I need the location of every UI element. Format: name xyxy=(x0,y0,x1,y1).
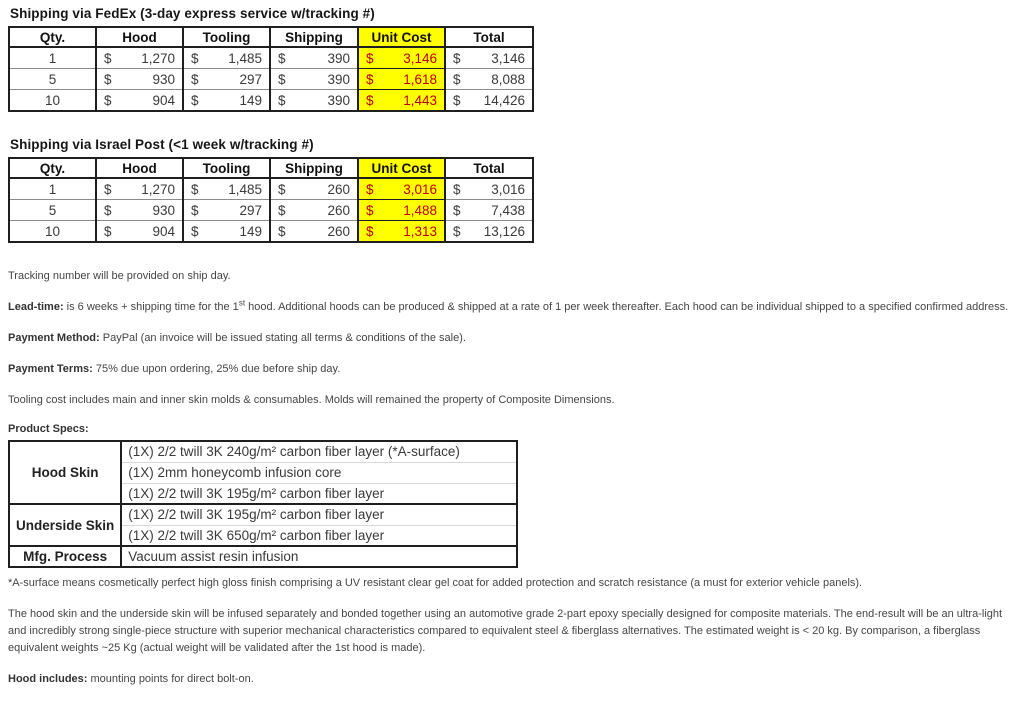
payment-method-label: Payment Method: xyxy=(8,332,100,344)
hood-cost-cell: $ 904 xyxy=(96,90,183,112)
spec-row xyxy=(9,441,517,462)
table-row xyxy=(9,47,533,69)
table-row xyxy=(9,178,533,200)
tooling-header: Tooling xyxy=(183,27,270,47)
qty-cell: 10 xyxy=(9,221,96,243)
table-header-row xyxy=(9,27,533,47)
currency-symbol: $ xyxy=(191,92,199,108)
total-cost-cell: $ 3,146 xyxy=(445,47,533,69)
currency-symbol: $ xyxy=(453,71,461,87)
currency-symbol: $ xyxy=(453,50,461,66)
tooling-cost-cell: $ 149 xyxy=(183,90,270,112)
unit-cost-cell: $ 1,443 xyxy=(358,90,445,112)
notes-section xyxy=(8,268,1015,409)
mfg-process-label: Mfg. Process xyxy=(9,546,121,567)
currency-symbol: $ xyxy=(278,92,286,108)
shipping-cost-cell: $ 390 xyxy=(270,69,358,90)
unit-cost-cell: $ 1,313 xyxy=(358,221,445,243)
israel-post-shipping-table xyxy=(8,157,534,243)
qty-cell: 5 xyxy=(9,200,96,221)
table-row xyxy=(9,200,533,221)
tooling-cost-cell: $ 297 xyxy=(183,200,270,221)
fedex-table-title: Shipping via FedEx (3-day express service w/tracking #) xyxy=(10,6,375,21)
currency-symbol: $ xyxy=(453,202,461,218)
israel-post-table-title: Shipping via Israel Post (<1 week w/tracking #) xyxy=(10,137,314,152)
tooling-cost-cell: $ 1,485 xyxy=(183,47,270,69)
currency-symbol: $ xyxy=(366,71,374,87)
total-cost-cell: $ 13,126 xyxy=(445,221,533,243)
unit-cost-cell: $ 1,488 xyxy=(358,200,445,221)
currency-symbol: $ xyxy=(104,71,112,87)
shipping-cost-cell: $ 390 xyxy=(270,90,358,112)
spec-row xyxy=(9,504,517,525)
table-row xyxy=(9,69,533,90)
qty-header: Qty. xyxy=(9,27,96,47)
payment-terms-note: Payment Terms: 75% due upon ordering, 25% due before ship day. xyxy=(8,363,341,375)
currency-symbol: $ xyxy=(104,50,112,66)
shipping-cost-cell: $ 260 xyxy=(270,221,358,243)
unit-cost-cell: $ 3,146 xyxy=(358,47,445,69)
shipping-cost-cell: $ 260 xyxy=(270,200,358,221)
currency-symbol: $ xyxy=(278,50,286,66)
hood-header: Hood xyxy=(96,27,183,47)
construction-note: The hood skin and the underside skin will be infused separately and bonded together using an automotive grade 2-part epoxy specially designed for composite materials. The end-result will be an ultra-light and incredibly strong single-piece structure with superior mechanical characteristics compared to equivalent steel & fiberglass alternatives. The estimated weight is < 20 kg. By comparison, a fiberglass equivalent weights ~25 Kg (actual weight will be validated after the 1st hood is made). xyxy=(8,608,1003,654)
shipping-header: Shipping xyxy=(270,27,358,47)
currency-symbol: $ xyxy=(278,181,286,197)
currency-symbol: $ xyxy=(191,71,199,87)
tracking-note: Tracking number will be provided on ship day. xyxy=(8,270,231,282)
qty-cell: 1 xyxy=(9,178,96,200)
qty-cell: 1 xyxy=(9,47,96,69)
hood-cost-cell: $ 930 xyxy=(96,200,183,221)
qty-cell: 5 xyxy=(9,69,96,90)
unit-cost-header: Unit Cost xyxy=(358,27,445,47)
currency-symbol: $ xyxy=(278,71,286,87)
currency-symbol: $ xyxy=(104,92,112,108)
currency-symbol: $ xyxy=(453,92,461,108)
spec-value: (1X) 2/2 twill 3K 195g/m² carbon fiber layer xyxy=(121,483,517,504)
currency-symbol: $ xyxy=(191,50,199,66)
currency-symbol: $ xyxy=(191,181,199,197)
tooling-cost-cell: $ 149 xyxy=(183,221,270,243)
currency-symbol: $ xyxy=(104,181,112,197)
spec-value: (1X) 2/2 twill 3K 650g/m² carbon fiber layer xyxy=(121,525,517,546)
spec-value: (1X) 2/2 twill 3K 240g/m² carbon fiber layer (*A-surface) xyxy=(128,444,460,460)
hood-skin-label: Hood Skin xyxy=(9,441,121,504)
payment-method-note: Payment Method: PayPal (an invoice will be issued stating all terms & conditions of the sale). xyxy=(8,332,466,344)
total-cost-cell: $ 3,016 xyxy=(445,178,533,200)
currency-symbol: $ xyxy=(366,50,374,66)
spec-value: Vacuum assist resin infusion xyxy=(121,546,517,567)
hood-header: Hood xyxy=(96,158,183,178)
table-row xyxy=(9,221,533,243)
currency-symbol: $ xyxy=(366,181,374,197)
shipping-cost-cell: $ 260 xyxy=(270,178,358,200)
a-surface-note: *A-surface means cosmetically perfect high gloss finish comprising a UV resistant clear gel coat for added protection and scratch resistance (a must for exterior vehicle panels). xyxy=(8,577,863,589)
hood-includes-note: Hood includes: mounting points for direct bolt-on. xyxy=(8,673,254,685)
hood-cost-cell: $ 904 xyxy=(96,221,183,243)
currency-symbol: $ xyxy=(104,202,112,218)
total-cost-cell: $ 14,426 xyxy=(445,90,533,112)
tooling-header: Tooling xyxy=(183,158,270,178)
product-specs-table xyxy=(8,440,518,568)
product-specs-label: Product Specs: xyxy=(8,423,89,435)
hood-cost-cell: $ 1,270 xyxy=(96,47,183,69)
currency-symbol: $ xyxy=(453,181,461,197)
underside-skin-label: Underside Skin xyxy=(9,504,121,546)
spec-value: (1X) 2/2 twill 3K 195g/m² carbon fiber layer xyxy=(121,504,517,525)
currency-symbol: $ xyxy=(278,202,286,218)
fedex-shipping-table xyxy=(8,26,534,112)
tooling-cost-cell: $ 297 xyxy=(183,69,270,90)
lead-time-note: Lead-time: is 6 weeks + shipping time for the 1st hood. Additional hoods can be produced & shipped at a rate of 1 per week thereafter. Each hood can be individual shipped to a specified confirmed address. xyxy=(8,298,1009,313)
superscript-st: st xyxy=(238,298,246,308)
spec-value: (1X) 2mm honeycomb infusion core xyxy=(121,462,517,483)
tooling-cost-note: Tooling cost includes main and inner skin molds & consumables. Molds will remained the property of Composite Dimensions. xyxy=(8,394,615,406)
currency-symbol: $ xyxy=(366,223,374,239)
unit-cost-cell: $ 1,618 xyxy=(358,69,445,90)
currency-symbol: $ xyxy=(278,223,286,239)
hood-cost-cell: $ 930 xyxy=(96,69,183,90)
table-row xyxy=(9,90,533,112)
shipping-cost-cell: $ 390 xyxy=(270,47,358,69)
total-header: Total xyxy=(445,27,533,47)
currency-symbol: $ xyxy=(366,202,374,218)
total-cost-cell: $ 7,438 xyxy=(445,200,533,221)
payment-terms-label: Payment Terms: xyxy=(8,363,93,375)
currency-symbol: $ xyxy=(453,223,461,239)
unit-cost-cell: $ 3,016 xyxy=(358,178,445,200)
currency-symbol: $ xyxy=(191,223,199,239)
total-header: Total xyxy=(445,158,533,178)
spec-row xyxy=(9,546,517,567)
qty-cell: 10 xyxy=(9,90,96,112)
tooling-cost-cell: $ 1,485 xyxy=(183,178,270,200)
table-header-row xyxy=(9,158,533,178)
total-cost-cell: $ 8,088 xyxy=(445,69,533,90)
hood-includes-label: Hood includes: xyxy=(8,673,88,685)
currency-symbol: $ xyxy=(104,223,112,239)
currency-symbol: $ xyxy=(191,202,199,218)
lead-time-label: Lead-time: xyxy=(8,301,64,313)
hood-cost-cell: $ 1,270 xyxy=(96,178,183,200)
shipping-header: Shipping xyxy=(270,158,358,178)
qty-header: Qty. xyxy=(9,158,96,178)
currency-symbol: $ xyxy=(366,92,374,108)
unit-cost-header: Unit Cost xyxy=(358,158,445,178)
